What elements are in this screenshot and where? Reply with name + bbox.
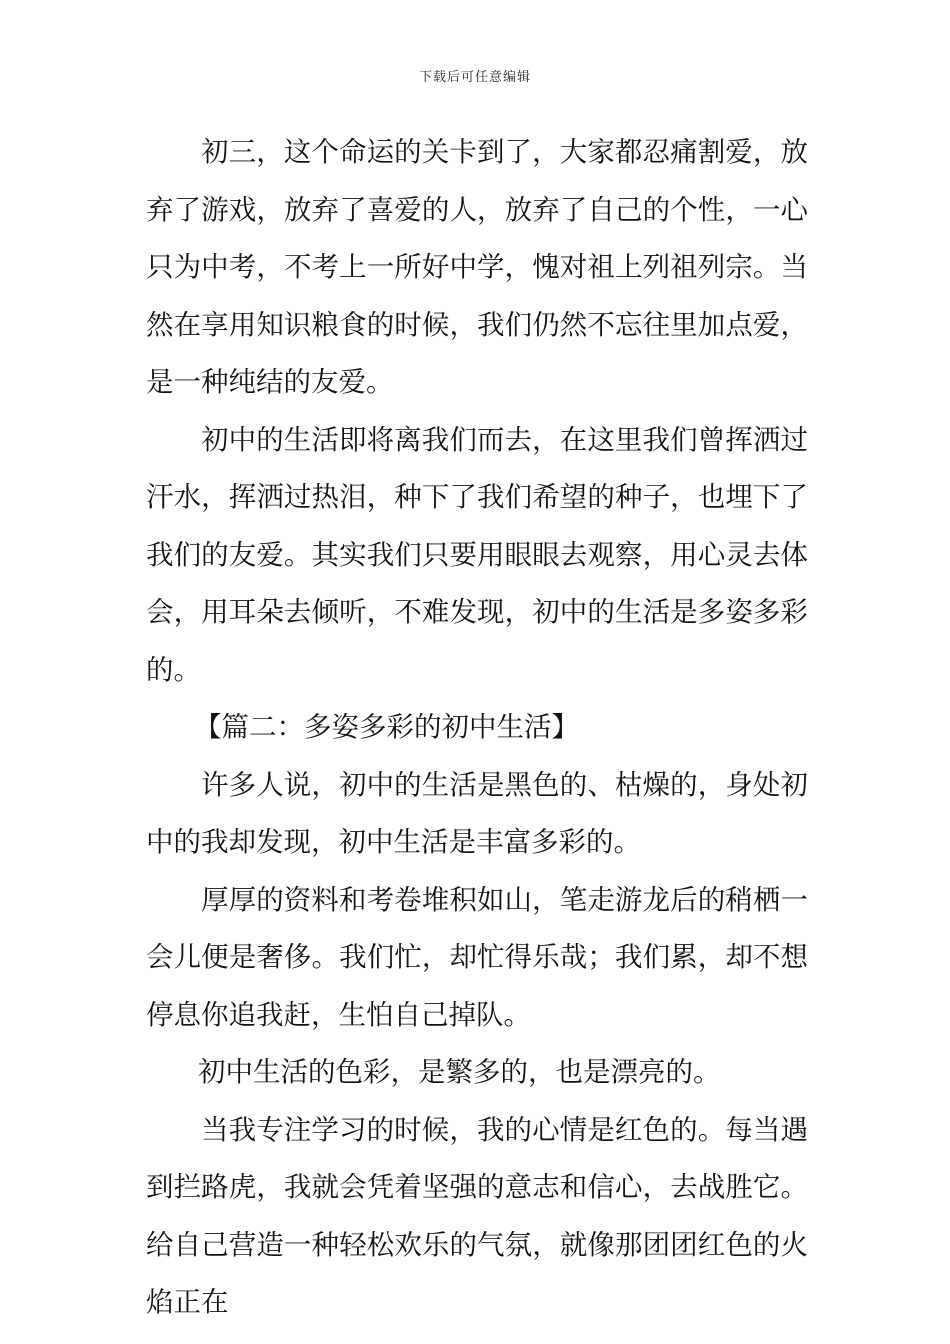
section-heading: 【篇二：多姿多彩的初中生活】: [194, 711, 579, 743]
header-note: 下载后可任意编辑: [418, 70, 531, 85]
paragraph-3: 许多人说，初中的生活是黑色的、枯燥的，身处初中的我却发现，初中生活是丰富多彩的。: [146, 768, 808, 858]
document-body: [146, 124, 808, 1332]
paragraph-6: 当我专注学习的时候，我的心情是红色的。每当遇到拦路虎，我就会凭着坚强的意志和信心，去战胜它。给自己营造一种轻松欢乐的气氛，就像那团团红色的火焰正在: [146, 1113, 808, 1318]
paragraph-4: 厚厚的资料和考卷堆积如山，笔走游龙后的稍栖一会儿便是奢侈。我们忙，却忙得乐哉；我们累，却不想停息你追我赶，生怕自己掉队。: [146, 883, 808, 1031]
paragraph-1: 初三，这个命运的关卡到了，大家都忍痛割爱，放弃了游戏，放弃了喜爱的人，放弃了自己的个性，一心只为中考，不考上一所好中学，愧对祖上列祖列宗。当然在享用知识粮食的时候，我们仍然不忘往里加点爱，是一种纯结的友爱。: [146, 136, 808, 398]
paragraph-2: 初中的生活即将离我们而去，在这里我们曾挥洒过汗水，挥洒过热泪，种下了我们希望的种子，也埋下了我们的友爱。其实我们只要用眼眼去观察，用心灵去体会，用耳朵去倾听，不难发现，初中的生活是多姿多彩的。: [146, 423, 808, 686]
paragraph-5: 初中生活的色彩，是繁多的，也是漂亮的。: [198, 1056, 721, 1088]
